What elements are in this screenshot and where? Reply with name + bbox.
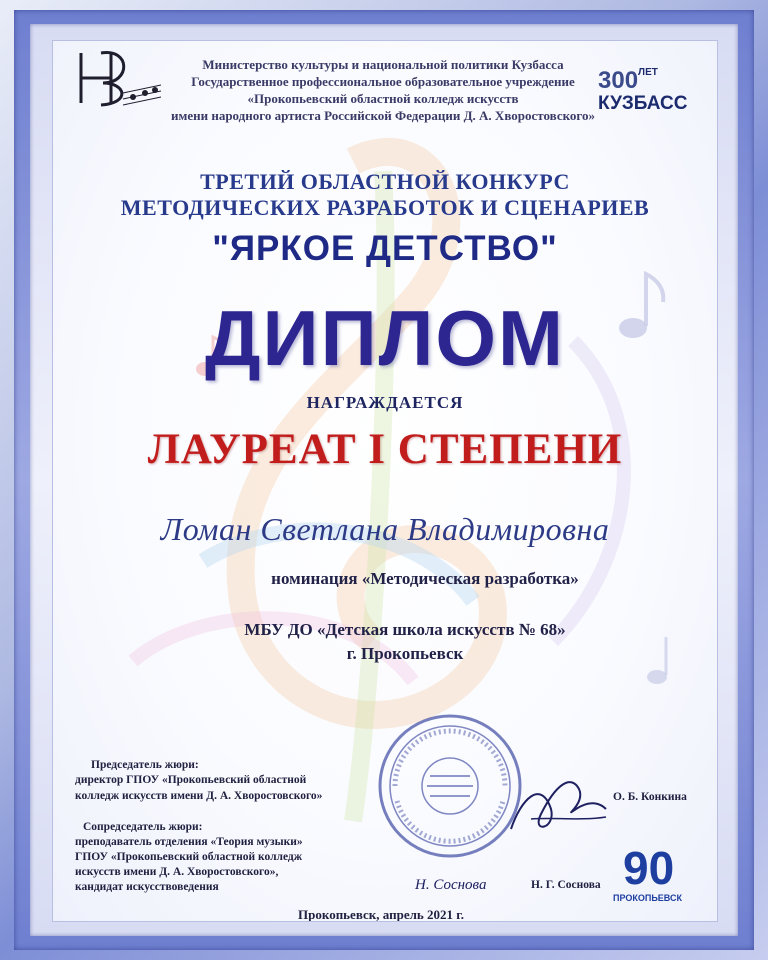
jury-cochair-title: Сопредседатель жюри: bbox=[83, 821, 203, 833]
diploma-paper bbox=[52, 40, 718, 922]
jury-chair-name: О. Б. Конкина bbox=[613, 791, 687, 803]
cochair-signature: Н. Соснова bbox=[415, 877, 487, 893]
logo-90-number: 90 bbox=[623, 842, 675, 894]
award-title: ЛАУРЕАТ I СТЕПЕНИ bbox=[147, 426, 623, 473]
prokopyevsk-90-logo bbox=[613, 841, 693, 911]
jury-cochair-name: Н. Г. Соснова bbox=[531, 879, 601, 891]
logo-90-label: ПРОКОПЬЕВСК bbox=[613, 893, 682, 903]
logo-region: КУЗБАСС bbox=[598, 93, 688, 114]
institution-line-1: МБУ ДО «Детская школа искусств № 68» bbox=[244, 620, 566, 639]
diploma-title: ДИПЛОМ bbox=[204, 294, 566, 382]
jury-chair-position-2: колледж искусств имени Д. А. Хворостовского» bbox=[75, 790, 323, 802]
institution-line-2: г. Прокопьевск bbox=[346, 644, 464, 663]
contest-line-1: ТРЕТИЙ ОБЛАСТНОЙ КОНКУРС bbox=[200, 169, 570, 194]
ministry-line-1: Министерство культуры и национальной политики Кузбасса bbox=[202, 57, 564, 72]
footer-place-date: Прокопьевск, апрель 2021 г. bbox=[298, 907, 464, 922]
recipient-name: Ломан Светлана Владимировна bbox=[160, 511, 610, 547]
jury-chair-title: Председатель жюри: bbox=[91, 759, 199, 771]
ministry-line-3: «Прокопьевский областной колледж искусств bbox=[247, 91, 519, 106]
logo-suffix: ЛЕТ bbox=[638, 67, 658, 78]
logo-number: 300 bbox=[598, 67, 639, 94]
jury-cochair-position-3: искусств имени Д. А. Хворостовского», bbox=[75, 866, 279, 878]
jury-cochair-position-4: кандидат искусствоведения bbox=[75, 881, 219, 893]
jury-cochair-position-2: ГПОУ «Прокопьевский областной колледж bbox=[75, 851, 303, 863]
jury-chair-position-1: директор ГПОУ «Прокопьевский областной bbox=[75, 774, 307, 786]
contest-line-2: МЕТОДИЧЕСКИХ РАЗРАБОТОК И СЦЕНАРИЕВ bbox=[120, 195, 650, 220]
awarded-label: НАГРАЖДАЕТСЯ bbox=[306, 393, 464, 412]
jury-cochair-position-1: преподаватель отделения «Теория музыки» bbox=[75, 836, 303, 848]
ministry-line-4: имени народного артиста Российской Федерации Д. А. Хворостовского» bbox=[170, 108, 595, 123]
nomination: номинация «Методическая разработка» bbox=[271, 569, 579, 588]
contest-name: "ЯРКОЕ ДЕТСТВО" bbox=[212, 229, 558, 268]
chair-signature bbox=[501, 759, 611, 839]
ministry-line-2: Государственное профессиональное образовательное учреждение bbox=[191, 74, 575, 89]
